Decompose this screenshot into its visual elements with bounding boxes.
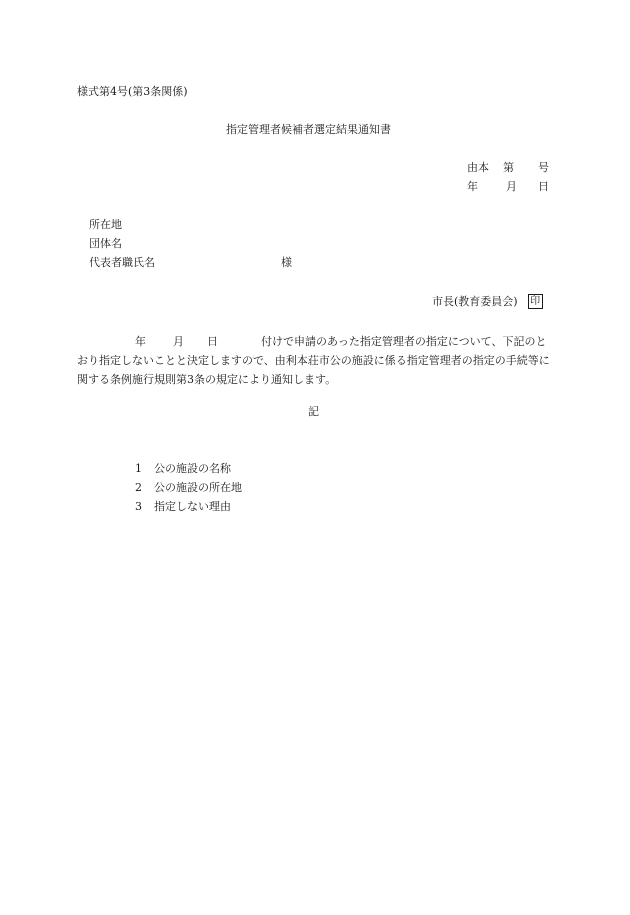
seal-stamp: 印 bbox=[528, 294, 543, 309]
application-year: 年 bbox=[135, 335, 146, 348]
item-label: 公の施設の所在地 bbox=[154, 481, 242, 494]
issue-month: 月 bbox=[506, 180, 517, 193]
recipient-representative-label: 代表者職氏名 bbox=[89, 256, 155, 269]
issue-date-line bbox=[467, 181, 549, 192]
application-date bbox=[77, 332, 261, 351]
item-label: 指定しない理由 bbox=[154, 500, 231, 513]
issue-year: 年 bbox=[467, 180, 478, 193]
application-day: 日 bbox=[207, 335, 218, 348]
item-number: 1 bbox=[135, 462, 142, 475]
item-number: 2 bbox=[135, 481, 142, 494]
recipient-honorific: 様 bbox=[281, 256, 292, 269]
recipient-block bbox=[89, 219, 292, 276]
sender-line bbox=[432, 294, 543, 309]
notice-body-text: 付けで申請のあった指定管理者の指定について、下記のとおり指定しないことと決定しますので、由利本荘市公の施設に係る指定管理者の指定の手続等に関する条例施行規則第3条の規定により通知します。 bbox=[77, 335, 550, 386]
item-list bbox=[135, 463, 242, 520]
reference-number-suffix: 号 bbox=[538, 161, 549, 174]
document-title: 指定管理者候補者選定結果通知書 bbox=[226, 123, 391, 136]
recipient-location-label: 所在地 bbox=[89, 218, 122, 231]
application-month: 月 bbox=[173, 335, 184, 348]
reference-number-prefix: 第 bbox=[503, 161, 514, 174]
list-item bbox=[135, 501, 242, 520]
ki-heading: 記 bbox=[308, 405, 319, 418]
reference-prefix: 由本 bbox=[467, 161, 489, 174]
reference-number-line bbox=[467, 162, 549, 173]
recipient-organization-label: 団体名 bbox=[89, 237, 122, 250]
list-item bbox=[135, 482, 242, 501]
item-number: 3 bbox=[135, 500, 142, 513]
recipient-representative-row bbox=[89, 257, 292, 276]
item-label: 公の施設の名称 bbox=[154, 462, 231, 475]
issue-day: 日 bbox=[538, 180, 549, 193]
form-number: 様式第4号(第3条関係) bbox=[77, 85, 188, 98]
list-item bbox=[135, 463, 242, 482]
notice-body bbox=[77, 332, 552, 389]
sender-title: 市長(教育委員会) bbox=[432, 295, 518, 308]
